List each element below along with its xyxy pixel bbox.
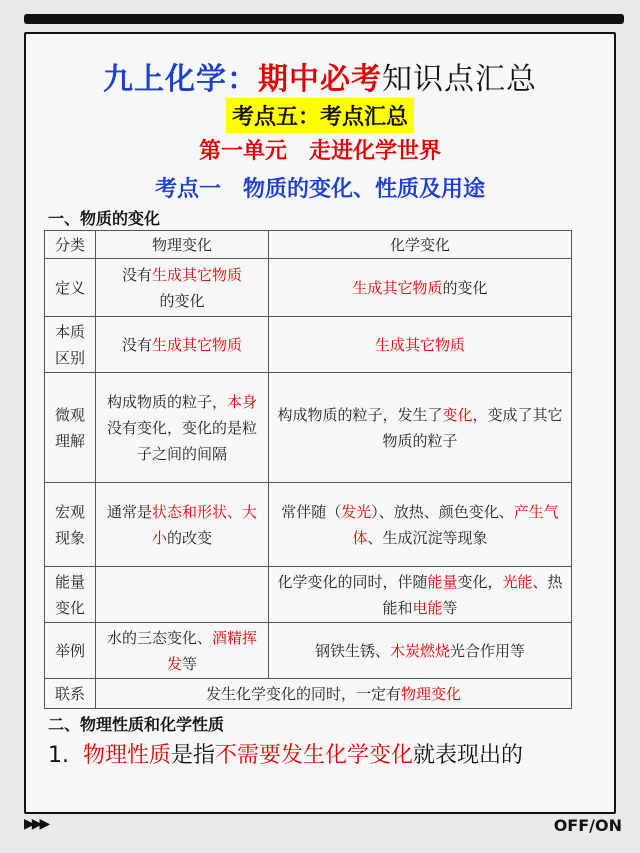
- cell: 没有生成其它物质: [96, 317, 269, 373]
- table-header-row: [45, 231, 572, 259]
- table-row: [45, 259, 572, 317]
- table-row: [45, 623, 572, 679]
- section-heading-2: 二、物理性质和化学性质: [48, 715, 225, 734]
- row-label: 能量变化: [45, 567, 96, 623]
- footer: [24, 816, 624, 838]
- row-label: 微观理解: [45, 373, 96, 483]
- kaodian-heading: 考点一 物质的变化、性质及用途: [154, 177, 485, 202]
- row-label: 举例: [45, 623, 96, 679]
- comparison-table: [44, 230, 572, 709]
- cell: [96, 567, 269, 623]
- header-cell: 物理变化: [96, 231, 269, 259]
- highlight-heading: 考点五：考点汇总: [226, 98, 414, 133]
- top-bar: [24, 14, 624, 24]
- page-title: 九上化学：期中必考知识点汇总: [103, 62, 537, 97]
- header-cell: 化学变化: [269, 231, 572, 259]
- content-card: [24, 32, 616, 814]
- cell: 生成其它物质的变化: [269, 259, 572, 317]
- cell: 没有生成其它物质 的变化: [96, 259, 269, 317]
- section-heading-1: 一、物质的变化: [48, 209, 161, 228]
- row-label: 本质区别: [45, 317, 96, 373]
- cell: 钢铁生锈、木炭燃烧光合作用等: [269, 623, 572, 679]
- brand-logo: OFF/ON: [553, 816, 622, 835]
- cell: 水的三态变化、酒精挥发等: [96, 623, 269, 679]
- table-row: [45, 483, 572, 567]
- row-label: 定义: [45, 259, 96, 317]
- triple-arrow-icon: ▶▶▶: [24, 816, 48, 832]
- table-row: [45, 567, 572, 623]
- cell: 构成物质的粒子，发生了变化，变成了其它物质的粒子: [269, 373, 572, 483]
- cell: 通常是状态和形状、大小的改变: [96, 483, 269, 567]
- unit-heading: 第一单元 走进化学世界: [198, 139, 441, 164]
- row-label: 联系: [45, 679, 96, 709]
- table-row: [45, 373, 572, 483]
- cell: 发生化学变化的同时，一定有物理变化: [96, 679, 572, 709]
- cell: 构成物质的粒子，本身没有变化，变化的是粒子之间的间隔: [96, 373, 269, 483]
- header-cell: 分类: [45, 231, 96, 259]
- cell: 化学变化的同时，伴随能量变化，光能、热能和电能等: [269, 567, 572, 623]
- table-row: [45, 679, 572, 709]
- cell: 常伴随（发光）、放热、颜色变化、产生气体、生成沉淀等现象: [269, 483, 572, 567]
- row-label: 宏观现象: [45, 483, 96, 567]
- cell: 生成其它物质: [269, 317, 572, 373]
- table-row: [45, 317, 572, 373]
- paragraph: 1. 物理性质是指不需要发生化学变化就表现出的: [48, 743, 524, 768]
